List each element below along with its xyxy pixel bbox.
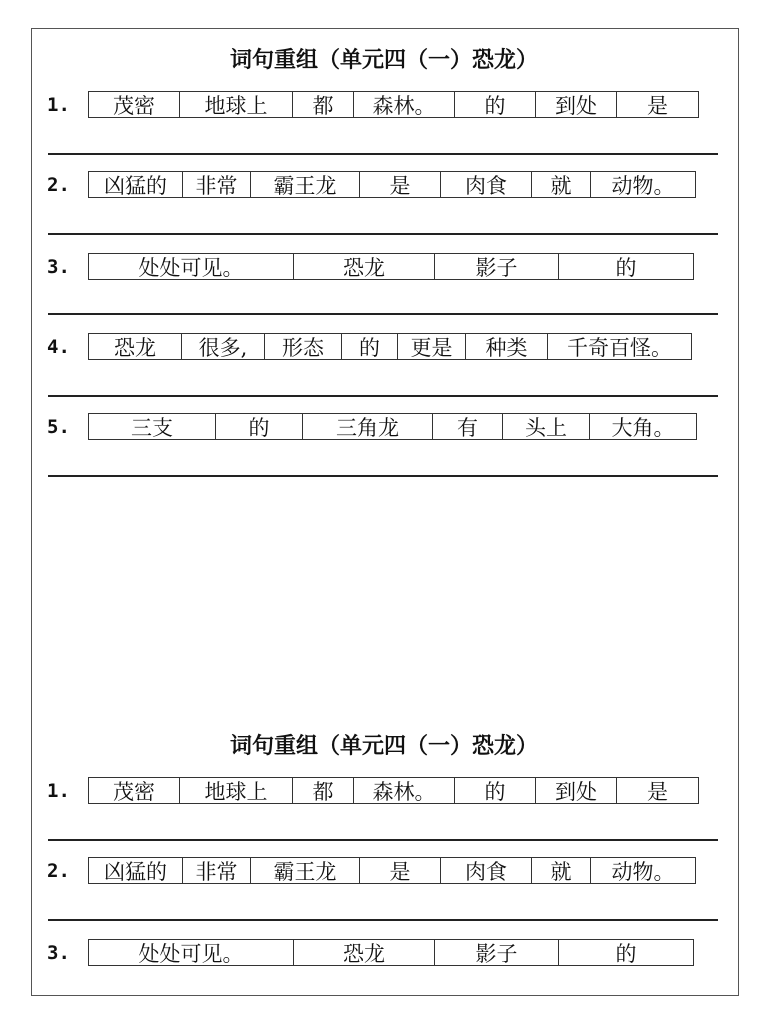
word-box: 的: [216, 414, 303, 439]
word-box: 影子: [435, 940, 559, 965]
word-box: 霸王龙: [251, 858, 360, 883]
word-box: 茂密: [89, 92, 180, 117]
answer-line[interactable]: [48, 919, 718, 921]
word-box: 的: [615, 941, 637, 965]
word-box: 的: [455, 778, 536, 803]
answer-line[interactable]: [48, 233, 718, 235]
word-box: 形态: [265, 334, 342, 359]
word-box: 肉食: [441, 858, 532, 883]
word-box: 就: [532, 172, 591, 197]
word-box-row: [88, 939, 694, 966]
question-number: 2.: [47, 174, 70, 196]
word-box: 凶猛的: [89, 172, 183, 197]
word-box: 处处可见。: [89, 254, 294, 279]
question-number: 3.: [47, 256, 70, 278]
word-box: 森林。: [354, 778, 455, 803]
word-box: 非常: [183, 858, 251, 883]
word-box-row: [88, 413, 697, 440]
word-box: 有: [433, 414, 503, 439]
worksheet-title: 词句重组（单元四（一）恐龙）: [229, 48, 538, 73]
word-box: 的: [342, 334, 398, 359]
answer-line[interactable]: [48, 839, 718, 841]
word-box: 更是: [398, 334, 466, 359]
word-box-row: [88, 333, 692, 360]
worksheet-title: 词句重组（单元四（一）恐龙）: [229, 734, 538, 759]
word-box: 都: [293, 778, 354, 803]
word-box: 恐龙: [294, 940, 435, 965]
word-box: 是: [647, 779, 668, 803]
word-box: 到处: [536, 92, 617, 117]
word-box-row: [88, 857, 696, 884]
word-box: 到处: [536, 778, 617, 803]
word-box: 肉食: [441, 172, 532, 197]
word-box-row: [88, 253, 694, 280]
word-box: 地球上: [180, 778, 293, 803]
word-box: 森林。: [354, 92, 455, 117]
word-box: 大角。: [611, 415, 675, 439]
answer-line[interactable]: [48, 153, 718, 155]
word-box: 千奇百怪。: [567, 335, 672, 359]
word-box: 种类: [466, 334, 548, 359]
question-number: 2.: [47, 860, 70, 882]
word-box: 的: [615, 255, 637, 279]
word-box: 三角龙: [303, 414, 433, 439]
word-box: 动物。: [611, 173, 675, 197]
word-box: 非常: [183, 172, 251, 197]
question-number: 5.: [47, 416, 70, 438]
answer-line[interactable]: [48, 475, 718, 477]
word-box: 就: [532, 858, 591, 883]
answer-line[interactable]: [48, 313, 718, 315]
word-box: 很多,: [182, 334, 265, 359]
word-box-row: [88, 91, 699, 118]
word-box: 处处可见。: [89, 940, 294, 965]
word-box: 恐龙: [294, 254, 435, 279]
word-box: 是: [647, 93, 668, 117]
question-number: 3.: [47, 942, 70, 964]
word-box-row: [88, 777, 699, 804]
word-box: 动物。: [611, 859, 675, 883]
word-box: 霸王龙: [251, 172, 360, 197]
word-box: 是: [360, 858, 441, 883]
answer-line[interactable]: [48, 395, 718, 397]
question-number: 1.: [47, 94, 70, 116]
word-box: 头上: [503, 414, 590, 439]
word-box: 地球上: [180, 92, 293, 117]
word-box: 茂密: [89, 778, 180, 803]
word-box: 凶猛的: [89, 858, 183, 883]
word-box: 的: [455, 92, 536, 117]
word-box: 是: [360, 172, 441, 197]
word-box: 三支: [89, 414, 216, 439]
word-box: 影子: [435, 254, 559, 279]
word-box: 恐龙: [89, 334, 182, 359]
word-box-row: [88, 171, 696, 198]
question-number: 4.: [47, 336, 70, 358]
question-number: 1.: [47, 780, 70, 802]
word-box: 都: [293, 92, 354, 117]
